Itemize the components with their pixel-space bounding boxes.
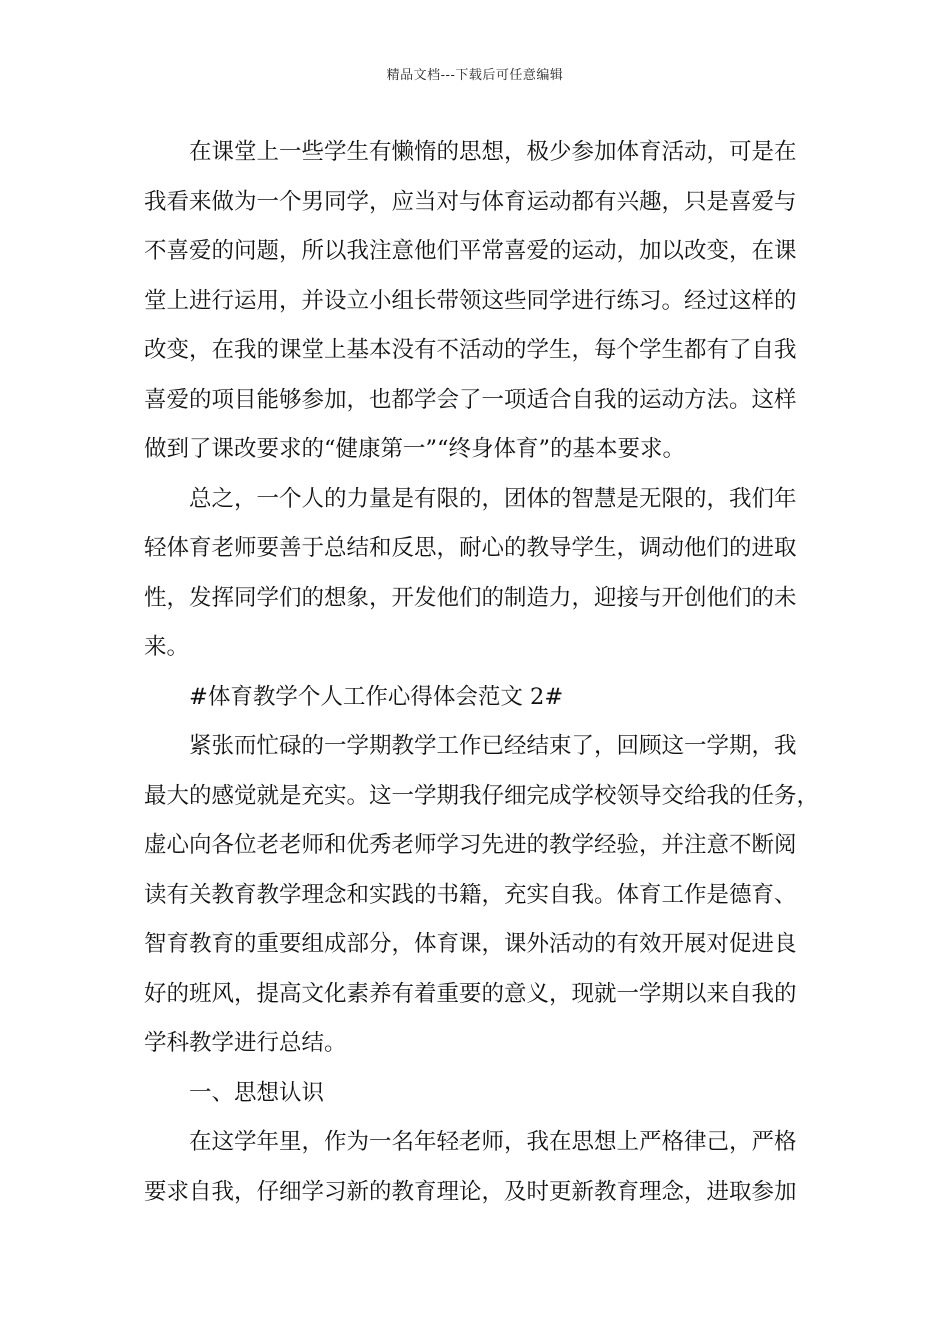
text-line: 堂上进行运用，并设立小组长带领这些同学进行练习。经过这样的 — [144, 287, 797, 314]
section-title: #体育教学个人工作心得体会范文 2# — [189, 683, 564, 710]
text-line: 最大的感觉就是充实。这一学期我仔细完成学校领导交给我的任务， — [144, 782, 820, 809]
text-line: 在这学年里，作为一名年轻老师，我在思想上严格律己，严格 — [189, 1129, 797, 1155]
subsection-heading: 一、思想认识 — [189, 1079, 325, 1106]
document-body — [144, 128, 820, 1217]
text-line: 我看来做为一个男同学，应当对与体育运动都有兴趣，只是喜爱与 — [144, 188, 797, 215]
text-line: 来。 — [144, 634, 190, 660]
paragraph — [144, 722, 820, 1069]
text-line: 好的班风，提高文化素养有着重要的意义，现就一学期以来自我的 — [144, 980, 797, 1007]
paragraph — [144, 475, 808, 673]
text-line: 在课堂上一些学生有懒惰的思想，极少参加体育活动，可是在 — [189, 139, 797, 165]
text-line: 总之，一个人的力量是有限的，团体的智慧是无限的，我们年 — [189, 485, 797, 512]
text-line: 学科教学进行总结。 — [144, 1030, 347, 1056]
text-line: 不喜爱的问题，所以我注意他们平常喜爱的运动，加以改变，在课 — [144, 238, 797, 264]
paragraph — [144, 128, 808, 475]
text-line: 喜爱的项目能够参加，也都学会了一项适合自我的运动方法。这样 — [144, 386, 797, 413]
text-line: 做到了课改要求的“健康第一”“终身体育”的基本要求。 — [144, 436, 686, 462]
paragraph — [144, 1118, 808, 1217]
text-line: 轻体育老师要善于总结和反思，耐心的教导学生，调动他们的进取 — [144, 535, 797, 561]
text-line: 读有关教育教学理念和实践的书籍，充实自我。体育工作是德育、 — [144, 881, 797, 908]
text-line: 智育教育的重要组成部分，体育课，课外活动的有效开展对促进良 — [144, 931, 797, 957]
text-line: 虚心向各位老老师和优秀老师学习先进的教学经验，并注意不断阅 — [144, 832, 797, 858]
text-line: 改变，在我的课堂上基本没有不活动的学生，每个学生都有了自我 — [144, 337, 797, 363]
text-line: 紧张而忙碌的一学期教学工作已经结束了，回顾这一学期，我 — [189, 733, 797, 759]
text-line: 要求自我，仔细学习新的教育理论，及时更新教育理念，进取参加 — [144, 1178, 797, 1205]
text-line: 性，发挥同学们的想象，开发他们的制造力，迎接与开创他们的未 — [144, 584, 797, 611]
page-header: 精品文档---下载后可任意编辑 — [386, 68, 564, 83]
